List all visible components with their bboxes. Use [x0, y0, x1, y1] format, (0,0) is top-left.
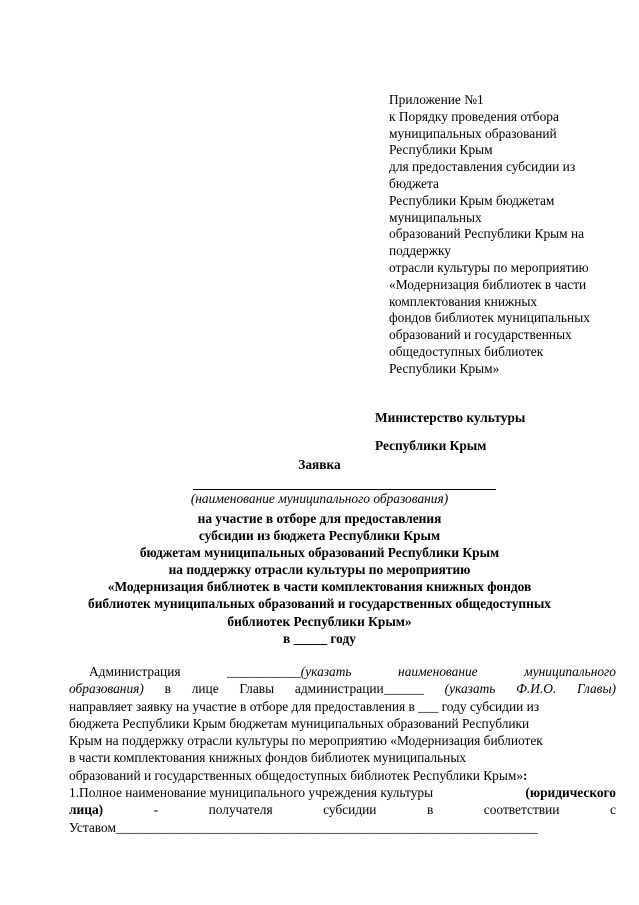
- body-line-5: Крым на поддержку отрасли культуры по мероприятию «Модернизация библиотек: [69, 733, 543, 749]
- appendix-line: фондов библиотек муниципальных: [389, 310, 590, 326]
- appendix-line: поддержку: [389, 243, 452, 259]
- heading-line: библиотек муниципальных образований и государственных общедоступных: [88, 596, 551, 612]
- application-body: [69, 663, 616, 836]
- appendix-line: Приложение №1: [389, 92, 484, 107]
- appendix-line: образований и государственных: [389, 327, 572, 343]
- body-line-3: направляет заявку на участие в отборе для предоставления в ___ году субсидии из: [69, 698, 540, 714]
- appendix-line: Республики Крым: [389, 142, 493, 158]
- appendix-line: общедоступных библиотек: [389, 343, 544, 359]
- municipality-fill-line: [193, 489, 496, 490]
- addressee-block: [375, 404, 525, 460]
- appendix-line: отрасли культуры по мероприятию: [389, 259, 589, 275]
- application-heading: [0, 510, 639, 647]
- body-line-10: Уставом_______________________________________________________________: [69, 819, 538, 835]
- body-line-7: образований и государственных общедоступных библиотек Республики Крым» :: [69, 767, 528, 783]
- heading-line: на участие в отборе для предоставления: [197, 511, 442, 526]
- municipality-hint: (наименование муниципального образования): [190, 491, 449, 506]
- heading-line: на поддержку отрасли культуры по мероприятию: [168, 562, 471, 578]
- body-line-1: Администрация ___________(указать наименование муниципального: [89, 664, 616, 679]
- body-line-9: лица) - получателя субсидии в соответствии с: [69, 802, 616, 818]
- appendix-line: Республики Крым бюджетам: [389, 192, 555, 208]
- addressee-line-2: Республики Крым: [375, 438, 487, 453]
- heading-line: в _____ году: [283, 630, 356, 646]
- appendix-line: для предоставления субсидии из: [389, 159, 576, 175]
- body-line-4: бюджета Республики Крым бюджетам муниципальных образований Республики: [69, 715, 530, 731]
- appendix-block: [389, 92, 629, 378]
- appendix-line: Республики Крым»: [389, 360, 500, 376]
- body-line-8: 1.Полное наименование муниципального учреждения культуры (юридического: [69, 785, 616, 801]
- appendix-line: бюджета: [389, 175, 439, 191]
- body-line-6: в части комплектования книжных фондов библиотек муниципальных: [69, 750, 467, 766]
- heading-line: библиотек Республики Крым»: [227, 613, 412, 629]
- addressee-line-1: Министерство культуры: [375, 410, 526, 425]
- appendix-line: к Порядку проведения отбора: [389, 108, 559, 124]
- body-line-2: образования) в лице Главы администрации______ (указать Ф.И.О. Главы): [69, 681, 616, 697]
- appendix-line: комплектования книжных: [389, 293, 538, 309]
- appendix-line: образований Республики Крым на: [389, 226, 585, 242]
- heading-line: субсидии из бюджета Республики Крым: [198, 528, 441, 544]
- heading-line: «Модернизация библиотек в части комплектования книжных фондов: [107, 579, 532, 595]
- appendix-line: муниципальных: [389, 209, 482, 225]
- document-title: Заявка: [298, 457, 341, 472]
- appendix-line: муниципальных образований: [389, 125, 557, 141]
- heading-line: бюджетам муниципальных образований Республики Крым: [139, 545, 500, 561]
- appendix-line: «Модернизация библиотек в части: [389, 276, 587, 292]
